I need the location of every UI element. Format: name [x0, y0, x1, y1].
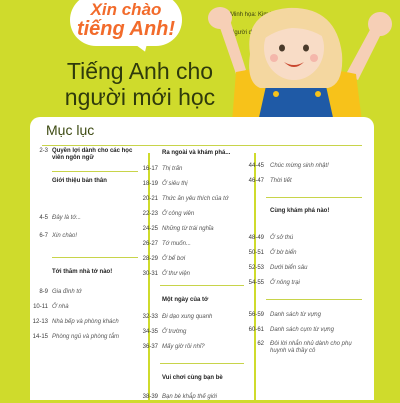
toc-page-number: 14-15 — [32, 334, 48, 340]
greeting-bubble — [70, 0, 182, 46]
toc-chapter-title: Đi dạo xung quanh — [162, 314, 213, 320]
greeting-line-2: tiếng Anh! — [76, 17, 176, 40]
section-separator — [160, 363, 244, 364]
toc-page-number: 28-29 — [142, 256, 158, 262]
toc-page-number: 10-11 — [33, 304, 48, 310]
book-title-line-2: người mới học — [64, 84, 216, 110]
toc-page-number: 30-31 — [142, 271, 158, 277]
section-separator — [52, 257, 138, 258]
toc-page-number: 52-53 — [248, 265, 264, 271]
toc-chapter-title: Thức ăn yêu thích của tớ — [162, 196, 229, 202]
credit-translator: Người — [230, 30, 247, 36]
toc-page-number: 24-25 — [142, 226, 158, 232]
toc-chapter-title: Thị trấn — [162, 166, 183, 172]
toc-chapter-title: Bạn bè khắp thế giới — [162, 394, 217, 400]
toc-page-number: 12-13 — [32, 319, 48, 325]
toc-heading: Mục lục — [46, 122, 95, 138]
toc-chapter-title: Ở bờ biển — [270, 250, 297, 256]
toc-divider — [42, 145, 362, 146]
toc-page-number: 20-21 — [142, 196, 158, 202]
toc-page-number: 50-51 — [248, 250, 264, 256]
toc-chapter-title: Đây là tớ... — [52, 215, 81, 221]
toc-section-title: Giới thiệu bản thân — [52, 178, 107, 184]
greeting-line-1: Xin chào — [90, 0, 162, 19]
toc-chapter-title: Chúc mừng sinh nhật! — [270, 163, 329, 169]
toc-section-title: Quyền lợi dành cho các học viên ngôn ngữ — [52, 148, 133, 161]
toc-chapter-title: Mấy giờ rồi nhỉ? — [162, 344, 205, 350]
toc-chapter-title: Phòng ngủ và phòng tắm — [52, 334, 120, 340]
toc-page-number: 54-55 — [248, 280, 264, 286]
toc-chapter-title: Tớ muốn... — [162, 241, 191, 247]
toc-page-number: 62 — [257, 341, 264, 347]
toc-section-title: Cùng khám phá nào! — [270, 208, 330, 214]
toc-page-number: 38-39 — [142, 394, 158, 400]
toc-page-number: 46-47 — [248, 178, 264, 184]
book-title-line-1: Tiếng Anh cho — [66, 58, 214, 84]
section-separator — [52, 171, 138, 172]
toc-chapter-title: Ở công viên — [162, 211, 195, 217]
toc-page-number: 8-9 — [39, 289, 48, 295]
toc-page-number: 56-59 — [248, 312, 264, 318]
toc-section-title: Một ngày của tớ — [162, 297, 209, 303]
toc-page-number: 34-35 — [142, 329, 158, 335]
toc-page-number: 4-5 — [39, 215, 48, 221]
toc-page-number: 48-49 — [248, 235, 264, 241]
toc-chapter-title: Ở nhà — [52, 304, 69, 310]
column-divider — [148, 153, 150, 403]
section-separator — [266, 197, 362, 198]
toc-page-number: 16-17 — [142, 166, 158, 172]
toc-chapter-title: Nhà bếp và phòng khách — [52, 319, 119, 325]
toc-page-number: 26-27 — [142, 241, 158, 247]
toc-chapter-title: Ở thư viện — [162, 271, 191, 277]
table-of-contents-panel — [30, 117, 374, 400]
toc-page-number: 32-33 — [142, 314, 158, 320]
toc-section-title: Ra ngoài và khám phá... — [162, 150, 231, 156]
toc-page-number: 18-19 — [142, 181, 158, 187]
column-divider — [254, 153, 256, 403]
toc-chapter-title: Những từ trái nghĩa — [162, 226, 214, 232]
girl-illustration — [196, 2, 400, 122]
toc-chapter-title: Đôi lời nhắn nhủ dành cho phụ huynh và thầy cô — [270, 341, 352, 354]
toc-chapter-title: Ở bể bơi — [162, 256, 186, 262]
section-separator — [266, 299, 362, 300]
toc-page-number: 2-3 — [39, 148, 48, 154]
toc-chapter-title: Ở trường — [162, 329, 187, 335]
toc-page-number: 6-7 — [39, 233, 48, 239]
toc-chapter-title: Danh sách từ vựng — [270, 312, 321, 318]
toc-page-number: 36-37 — [142, 344, 158, 350]
credit-illustrator: Minh họa: Kim — [230, 12, 269, 18]
toc-section-title: Tới thăm nhà tớ nào! — [52, 269, 113, 275]
toc-page-number: 22-23 — [142, 211, 158, 217]
toc-page-number: 44-45 — [248, 163, 264, 169]
toc-chapter-title: Ở sở thú — [270, 235, 294, 241]
toc-chapter-title: Thời tiết — [270, 178, 292, 184]
toc-chapter-title: Ở nông trại — [270, 280, 300, 286]
section-separator — [160, 285, 244, 286]
toc-chapter-title: Xin chào! — [52, 233, 78, 239]
toc-chapter-title: Dưới biển sâu — [270, 265, 308, 271]
toc-section-title: Vui chơi cùng bạn bè — [162, 375, 223, 381]
toc-chapter-title: Gia đình tớ — [52, 289, 82, 295]
toc-chapter-title: Ở siêu thị — [162, 181, 188, 187]
toc-page-number: 60-61 — [248, 327, 264, 333]
toc-chapter-title: Danh sách cụm từ vựng — [270, 327, 334, 333]
